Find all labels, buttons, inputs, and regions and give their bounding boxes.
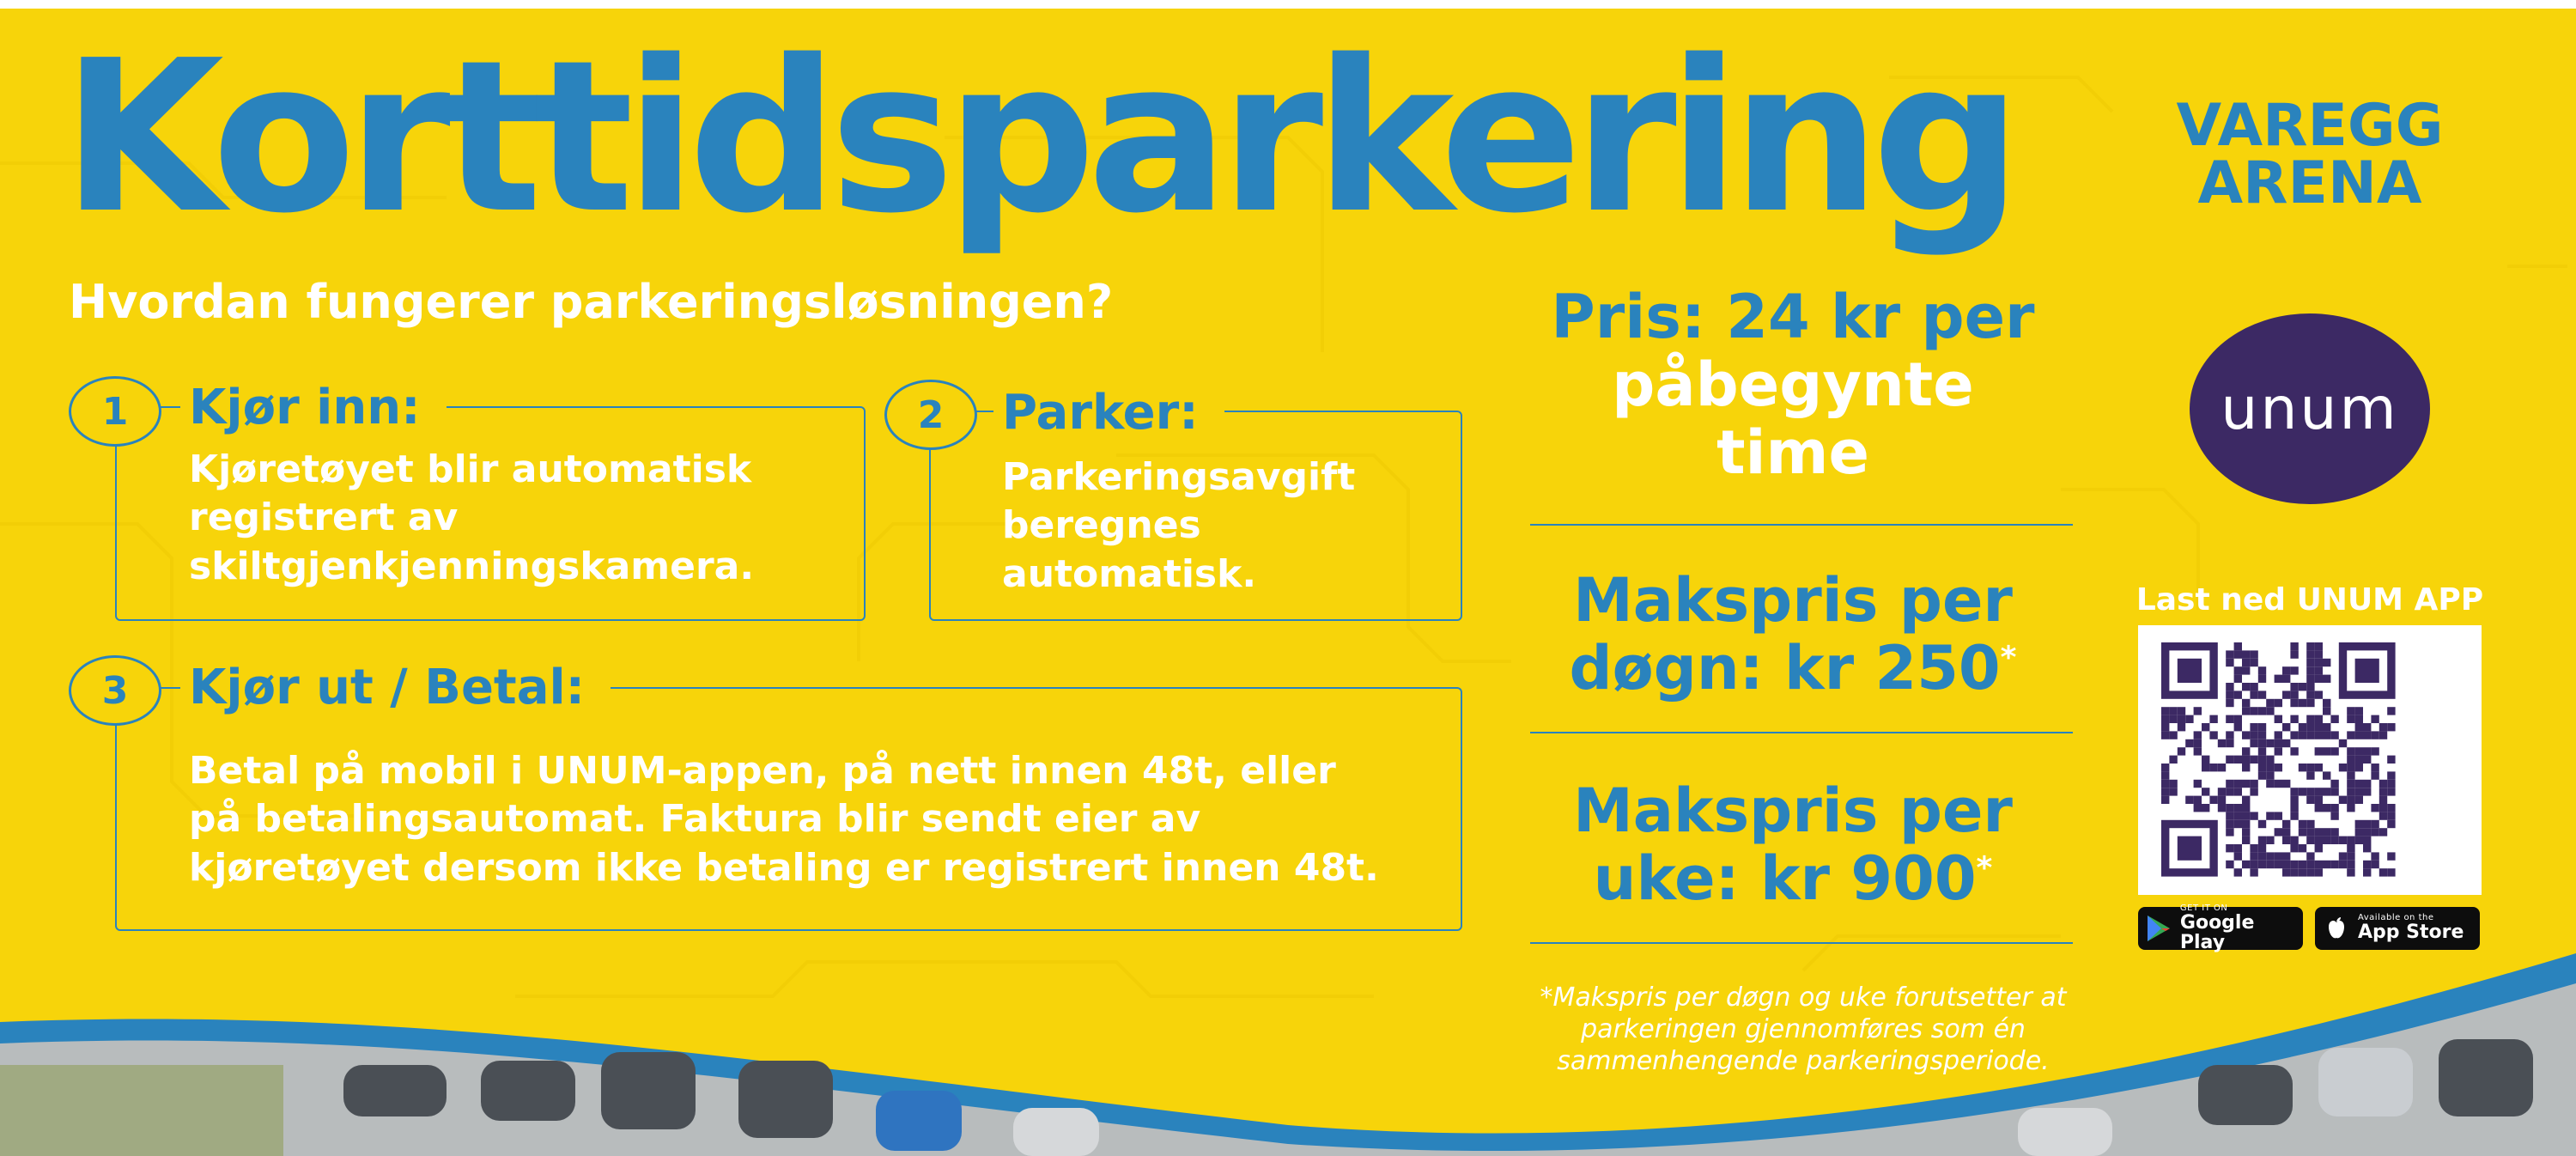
page-title: Korttidsparkering bbox=[62, 15, 2014, 259]
download-app-label: Last ned UNUM APP bbox=[2136, 582, 2484, 618]
daily-max-line-1: Makspris per bbox=[1573, 565, 2013, 636]
step-2-title: Parker: bbox=[993, 389, 1224, 437]
unum-logo-text: unum bbox=[2221, 374, 2399, 443]
app-store-small-text: Available on the bbox=[2358, 913, 2434, 923]
step-1-title: Kjør inn: bbox=[180, 384, 447, 432]
hourly-price-line-2: påbegynte bbox=[1612, 350, 1974, 421]
step-3-line: på betalingsautomat. Faktura blir sendt eier av bbox=[189, 797, 1201, 842]
apple-icon bbox=[2315, 916, 2358, 941]
qr-code[interactable] bbox=[2138, 625, 2482, 895]
step-3-line: kjøretøyet dersom ikke betaling er registrert innen 48t. bbox=[189, 845, 1379, 890]
google-play-badge[interactable] bbox=[2138, 903, 2303, 953]
app-store-big-text: App Store bbox=[2358, 922, 2464, 944]
hourly-price-line-3: time bbox=[1716, 417, 1869, 489]
step-1-line: skiltgjenkjenningskamera. bbox=[189, 544, 755, 588]
play-triangle-icon bbox=[2138, 915, 2180, 942]
hourly-price-label: Pris: bbox=[1551, 282, 1705, 352]
parking-sign bbox=[0, 9, 2576, 1156]
how-it-works-heading: Hvordan fungerer parkeringsløsningen? bbox=[69, 275, 1114, 329]
google-play-small-text: GET IT ON bbox=[2179, 903, 2228, 913]
step-2-number: 2 bbox=[884, 380, 977, 450]
venue-name-line-1: VAREGG bbox=[2176, 92, 2444, 160]
daily-max-line-2: døgn: kr 250 bbox=[1569, 633, 2001, 704]
step-1-number: 1 bbox=[69, 376, 161, 447]
weekly-max-line-1: Makspris per bbox=[1573, 776, 2013, 846]
qr-code-image bbox=[2138, 625, 2482, 895]
unum-logo bbox=[2190, 313, 2430, 504]
step-2-line: automatisk. bbox=[1002, 551, 1257, 596]
app-store-badge[interactable] bbox=[2315, 907, 2480, 950]
venue-name-line-2: ARENA bbox=[2197, 149, 2422, 217]
footnote-line: sammenhengende parkeringsperiode. bbox=[1557, 1045, 2050, 1076]
google-play-big-text: Google Play bbox=[2179, 911, 2255, 953]
step-3-line: Betal på mobil i UNUM-appen, på nett innen 48t, eller bbox=[189, 749, 1336, 793]
weekly-max-asterisk: * bbox=[1976, 850, 1993, 886]
step-3-number: 3 bbox=[69, 655, 161, 726]
weekly-max-line-2: uke: kr 900 bbox=[1593, 843, 1977, 915]
daily-max-asterisk: * bbox=[2000, 640, 2017, 676]
step-2-line: Parkeringsavgift bbox=[1002, 455, 1356, 499]
footnote-line: parkeringen gjennomføres som én bbox=[1581, 1013, 2026, 1044]
step-2-line: beregnes bbox=[1002, 503, 1201, 548]
hourly-price-amount: 24 kr per bbox=[1726, 282, 2035, 352]
step-1-line: registrert av bbox=[189, 496, 459, 540]
step-1-line: Kjøretøyet blir automatisk bbox=[189, 447, 752, 491]
price-footnote bbox=[1511, 983, 2095, 1078]
step-3-title: Kjør ut / Betal: bbox=[180, 664, 611, 712]
footnote-line: *Makspris per døgn og uke forutsetter at bbox=[1540, 983, 2067, 1013]
